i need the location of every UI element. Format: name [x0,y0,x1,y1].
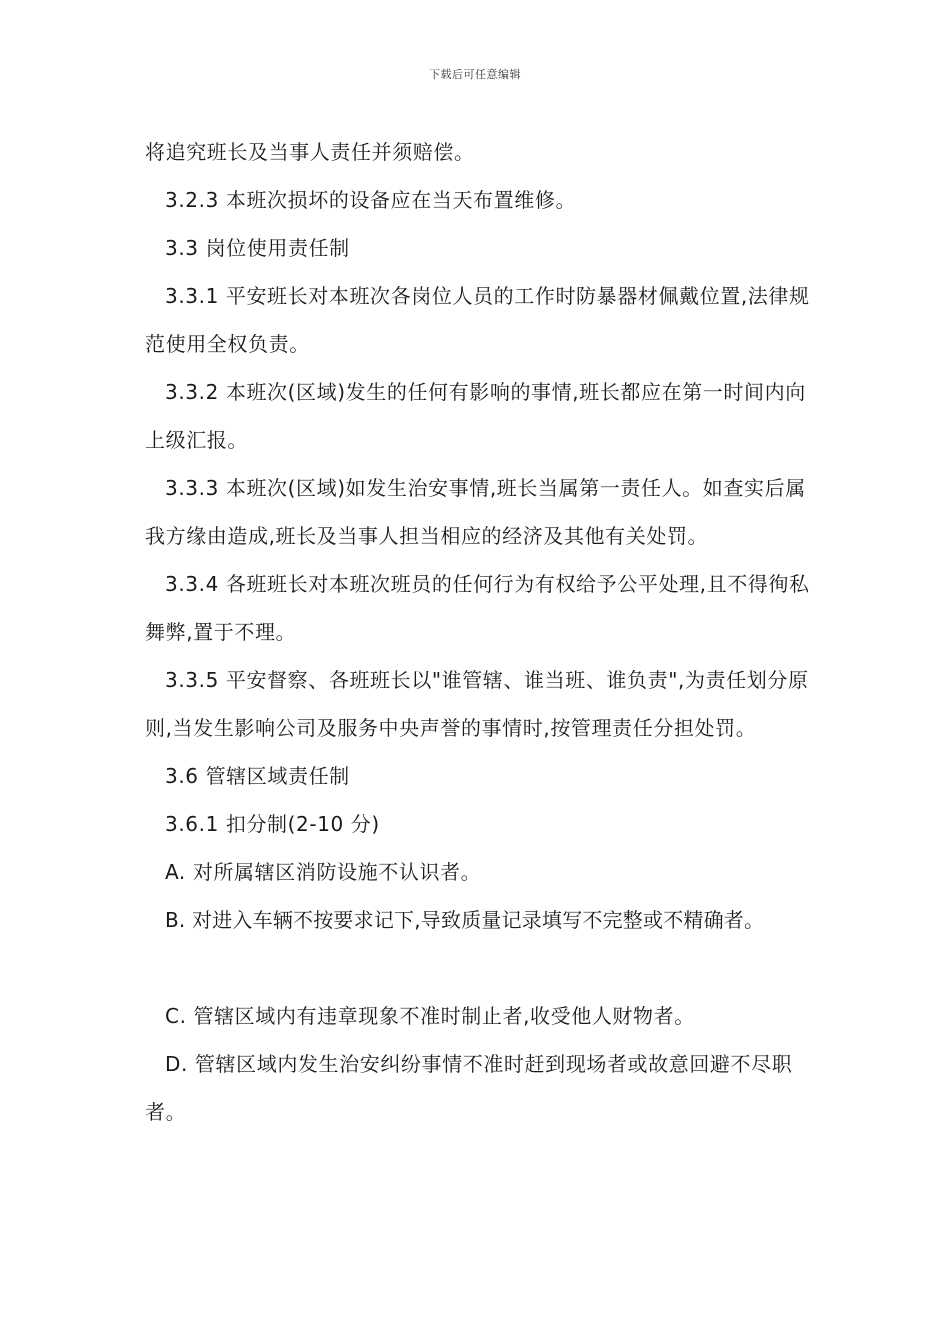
paragraph-3-3-1: 3.3.1 平安班长对本班次各岗位人员的工作时防暴器材佩戴位置,法律规范使用全权负责。 [145,284,810,356]
paragraph-3-2-3: 3.2.3 本班次损坏的设备应在当天布置维修。 [165,188,577,212]
paragraph-3-6-1: 3.6.1 扣分制(2-10 分) [165,812,380,836]
page-header-note: 下载后可任意编辑 [429,68,521,81]
list-item-c: C. 管辖区域内有违章现象不准时制止者,收受他人财物者。 [165,1004,695,1028]
paragraph-3-3-5: 3.3.5 平安督察、各班班长以"谁管辖、谁当班、谁负责",为责任划分原则,当发生影响公司及服务中央声誉的事情时,按管理责任分担处罚。 [145,668,809,740]
blank-line [145,944,815,992]
paragraph-3-3-2: 3.3.2 本班次(区域)发生的任何有影响的事情,班长都应在第一时间内向上级汇报。 [145,380,806,452]
list-item-b: B. 对进入车辆不按要求记下,导致质量记录填写不完整或不精确者。 [165,908,765,932]
section-heading-3-3: 3.3 岗位使用责任制 [165,236,350,260]
document-body [145,128,815,1136]
section-heading-3-6: 3.6 管辖区域责任制 [165,764,350,788]
list-item-d: D. 管辖区域内发生治安纠纷事情不准时赶到现场者或故意回避不尽职者。 [145,1052,793,1124]
paragraph-continuation: 将追究班长及当事人责任并须赔偿。 [145,140,475,164]
paragraph-3-3-3: 3.3.3 本班次(区域)如发生治安事情,班长当属第一责任人。如查实后属我方缘由造成,班长及当事人担当相应的经济及其他有关处罚。 [145,476,806,548]
list-item-a: A. 对所属辖区消防设施不认识者。 [165,860,482,884]
paragraph-3-3-4: 3.3.4 各班班长对本班次班员的任何行为有权给予公平处理,且不得徇私舞弊,置于不理。 [145,572,810,644]
